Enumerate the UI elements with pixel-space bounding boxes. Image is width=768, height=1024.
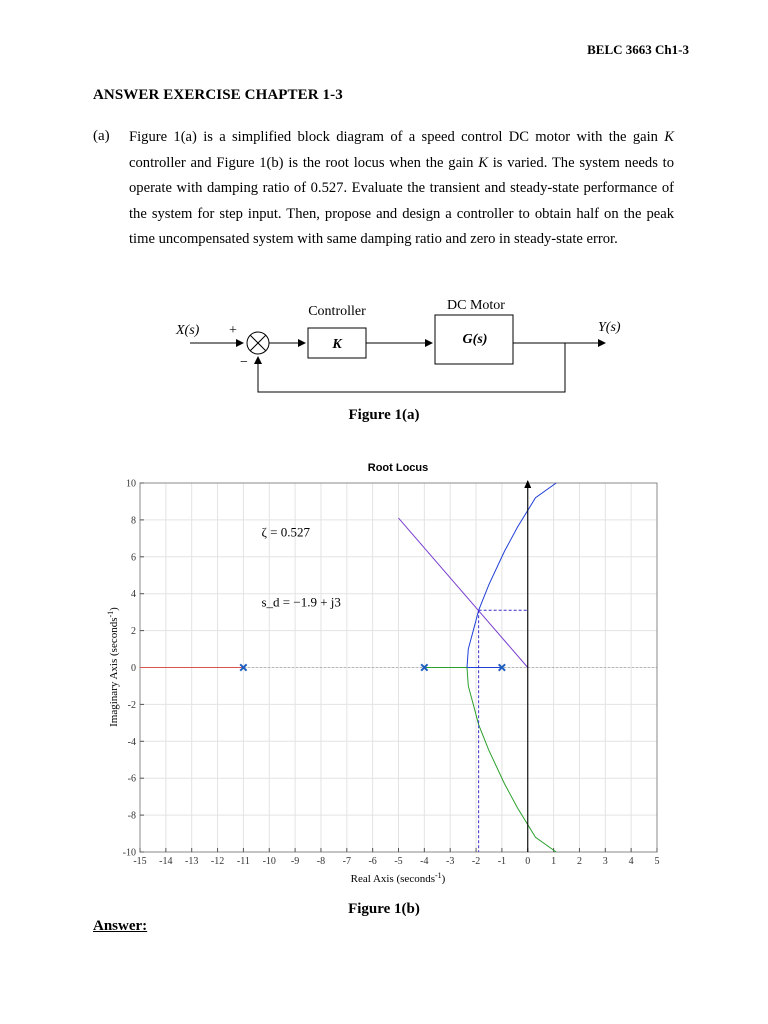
y-tick-label: 8 xyxy=(131,515,136,527)
root-locus-chart xyxy=(0,455,768,895)
y-tick-label: -6 xyxy=(127,773,136,785)
x-tick-label: -1 xyxy=(497,856,507,867)
controller-block-label: K xyxy=(332,337,342,352)
figure-a-caption: Figure 1(a) xyxy=(348,407,420,423)
y-tick-label: 10 xyxy=(126,478,136,490)
y-tick-label: 6 xyxy=(131,552,136,564)
x-tick-label: -3 xyxy=(446,856,455,867)
x-tick-label: -12 xyxy=(210,856,225,867)
y-tick-label: 2 xyxy=(131,626,136,638)
plant-title: DC Motor xyxy=(447,298,505,313)
y-tick-label: -8 xyxy=(127,810,136,822)
x-tick-label: -8 xyxy=(316,856,326,867)
block-diagram xyxy=(0,295,768,405)
x-tick-label: -6 xyxy=(368,856,377,867)
minus-sign: − xyxy=(240,355,248,370)
chart-title: Root Locus xyxy=(367,462,429,474)
question-text-part: is varied. The system needs to operate with damping ratio of 0.527. Evaluate the transient and steady-state performance of the system for step input. Then, propose and design a controller to obtain half on the peak time uncompensated system with same damping ratio and zero in steady-state error. xyxy=(129,154,675,248)
document-code: BELC 3663 Ch1-3 xyxy=(587,42,689,57)
gain-symbol: K xyxy=(664,129,674,145)
y-axis-label: Imaginary Axis (seconds$^{-1}$) xyxy=(106,607,120,727)
x-tick-label: 5 xyxy=(654,856,660,867)
question-text-part: Figure 1(a) is a simplified block diagram of a speed control DC motor with the gain xyxy=(129,129,665,145)
feedback-path xyxy=(258,343,565,392)
chapter-title: ANSWER EXERCISE CHAPTER 1-3 xyxy=(93,87,343,103)
x-tick-label: -2 xyxy=(471,856,481,867)
x-tick-label: -14 xyxy=(159,856,173,867)
plant-block-label: G(s) xyxy=(462,332,488,347)
x-tick-label: -5 xyxy=(394,856,403,867)
output-label: Y(s) xyxy=(598,320,621,335)
x-tick-label: 0 xyxy=(525,856,531,867)
figure-b-caption: Figure 1(b) xyxy=(348,901,420,917)
input-label: X(s) xyxy=(176,323,200,338)
x-tick-label: -15 xyxy=(133,856,147,867)
x-tick-label: 1 xyxy=(551,856,557,867)
x-axis-label: Real Axis (seconds$^{-1}$) xyxy=(350,871,446,885)
y-tick-label: 4 xyxy=(131,589,136,601)
x-tick-label: -10 xyxy=(262,856,276,867)
x-tick-label: -7 xyxy=(342,856,351,867)
x-tick-label: -11 xyxy=(236,856,250,867)
x-tick-label: -9 xyxy=(290,856,300,867)
question-text xyxy=(129,125,674,253)
y-tick-label: 0 xyxy=(131,663,136,674)
x-tick-label: 2 xyxy=(576,856,582,867)
x-tick-label: -13 xyxy=(185,856,199,867)
chart-annotation: ζ = 0.527 xyxy=(261,524,310,540)
controller-title: Controller xyxy=(308,304,366,319)
answer-label: Answer: xyxy=(93,918,148,934)
x-tick-label: -4 xyxy=(420,856,429,867)
y-tick-label: -10 xyxy=(122,847,136,859)
gain-symbol: K xyxy=(478,154,488,171)
chart-annotation: s_d = −1.9 + j3 xyxy=(261,594,341,610)
y-tick-label: -2 xyxy=(127,699,136,711)
x-tick-label: 3 xyxy=(602,856,608,867)
question-label: (a) xyxy=(93,128,110,144)
question-text-part: controller and Figure 1(b) is the root locus when the gain xyxy=(129,154,479,171)
y-tick-label: -4 xyxy=(127,736,136,748)
plus-sign: + xyxy=(229,323,237,338)
x-tick-label: 4 xyxy=(628,856,634,867)
